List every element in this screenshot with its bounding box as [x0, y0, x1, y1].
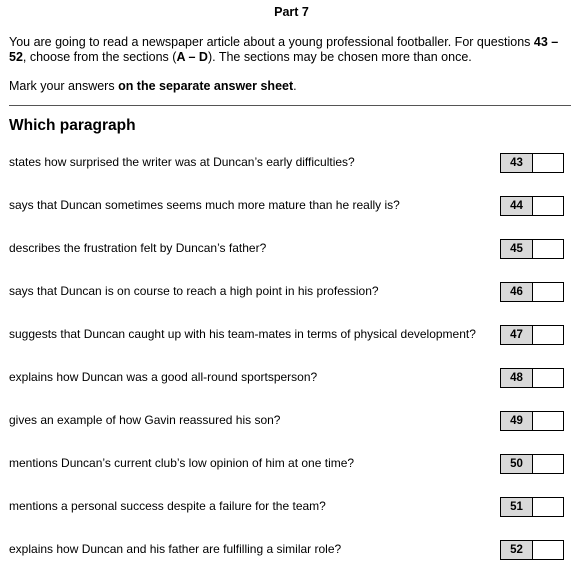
question-number: 47: [501, 326, 533, 344]
answer-field[interactable]: [533, 283, 563, 301]
question-row: [0, 499, 583, 521]
section-range: A – D: [176, 50, 208, 64]
question-text: mentions a personal success despite a failure for the team?: [9, 499, 326, 513]
answer-field[interactable]: [533, 369, 563, 387]
answer-box: [500, 540, 564, 560]
instructions-text: You are going to read a newspaper article about a young professional footballer. For questions: [9, 35, 534, 49]
mark-answers-line: [9, 79, 569, 94]
instructions-line: [9, 35, 569, 65]
question-number: 50: [501, 455, 533, 473]
answer-box: [500, 282, 564, 302]
instructions-text: ). The sections may be chosen more than once.: [207, 50, 472, 64]
question-text: states how surprised the writer was at Duncan’s early difficulties?: [9, 155, 355, 169]
mark-text: Mark your answers: [9, 79, 119, 93]
question-row: [0, 155, 583, 177]
answer-field[interactable]: [533, 412, 563, 430]
answer-field[interactable]: [533, 326, 563, 344]
answer-field[interactable]: [533, 154, 563, 172]
question-row: [0, 284, 583, 306]
answer-field[interactable]: [533, 498, 563, 516]
instructions-text: , choose from the sections (: [22, 50, 177, 64]
answer-field[interactable]: [533, 541, 563, 559]
part-title: Part 7: [274, 5, 309, 19]
question-row: [0, 370, 583, 392]
question-text: gives an example of how Gavin reassured his son?: [9, 413, 281, 427]
question-number: 48: [501, 369, 533, 387]
question-text: says that Duncan sometimes seems much more mature than he really is?: [9, 198, 400, 212]
section-heading: Which paragraph: [9, 117, 136, 134]
question-number: 51: [501, 498, 533, 516]
instructions: [9, 35, 569, 94]
question-number: 52: [501, 541, 533, 559]
question-number: 46: [501, 283, 533, 301]
question-text: explains how Duncan and his father are fulfilling a similar role?: [9, 542, 342, 556]
question-row: [0, 542, 583, 564]
question-row: [0, 413, 583, 435]
answer-box: [500, 411, 564, 431]
question-number: 45: [501, 240, 533, 258]
answer-box: [500, 368, 564, 388]
answer-box: [500, 153, 564, 173]
answer-box: [500, 239, 564, 259]
question-text: says that Duncan is on course to reach a high point in his profession?: [9, 284, 379, 298]
answer-box: [500, 497, 564, 517]
question-row: [0, 198, 583, 220]
question-text: describes the frustration felt by Duncan’s father?: [9, 241, 267, 255]
answer-field[interactable]: [533, 197, 563, 215]
question-text: suggests that Duncan caught up with his team-mates in terms of physical development?: [9, 327, 476, 341]
divider-line: [9, 105, 571, 106]
answer-field[interactable]: [533, 240, 563, 258]
mark-text-end: .: [293, 79, 297, 93]
question-number: 49: [501, 412, 533, 430]
question-number: 43: [501, 154, 533, 172]
question-row: [0, 241, 583, 263]
question-row: [0, 327, 583, 349]
answer-box: [500, 196, 564, 216]
question-number: 44: [501, 197, 533, 215]
question-row: [0, 456, 583, 478]
question-text: explains how Duncan was a good all-round sportsperson?: [9, 370, 318, 384]
answer-box: [500, 454, 564, 474]
answer-field[interactable]: [533, 455, 563, 473]
answer-box: [500, 325, 564, 345]
question-range: 43 – 52: [9, 35, 559, 64]
answer-sheet-emphasis: on the separate answer sheet: [118, 79, 294, 93]
question-text: mentions Duncan’s current club’s low opinion of him at one time?: [9, 456, 355, 470]
